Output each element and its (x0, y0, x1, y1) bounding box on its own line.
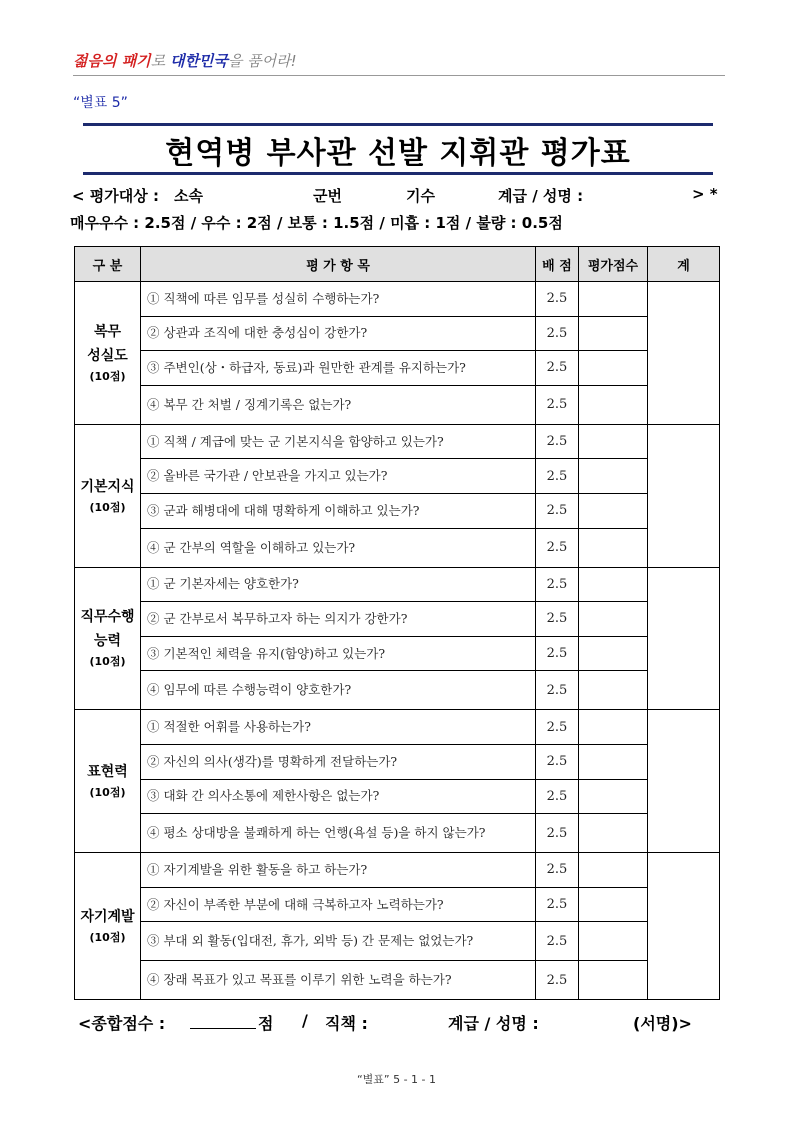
allotted-score: 2.5 (536, 282, 579, 317)
attachment-label: “별표 5” (73, 95, 128, 111)
table-row (75, 459, 720, 494)
score-input-cell[interactable] (579, 351, 648, 386)
header-total: 계 (648, 247, 720, 282)
allotted-score: 2.5 (536, 922, 579, 961)
allotted-score: 2.5 (536, 853, 579, 888)
header-score: 평가점수 (579, 247, 648, 282)
total-score-label: <종합점수 : (78, 1014, 166, 1033)
evaluation-item: ② 상관과 조직에 대한 충성심이 강한가? (141, 316, 536, 351)
header-category: 구 분 (75, 247, 141, 282)
score-input-cell[interactable] (579, 567, 648, 602)
allotted-score: 2.5 (536, 385, 579, 424)
allotted-score: 2.5 (536, 528, 579, 567)
category-name: 기본지식 (80, 478, 135, 495)
score-input-cell[interactable] (579, 922, 648, 961)
evaluation-target-line (72, 185, 722, 207)
evaluation-item: ② 자신이 부족한 부분에 대해 극복하고자 노력하는가? (141, 887, 536, 922)
evaluation-item: ④ 복무 간 처벌 / 징계기록은 없는가? (141, 385, 536, 424)
score-input-cell[interactable] (579, 779, 648, 814)
table-row (75, 385, 720, 424)
total-score-blank[interactable] (190, 1028, 256, 1029)
evaluation-item: ② 자신의 의사(생각)를 명확하게 전달하는가? (141, 744, 536, 779)
class-number-label: 기수 (406, 187, 435, 205)
score-input-cell[interactable] (579, 459, 648, 494)
table-row (75, 636, 720, 671)
score-input-cell[interactable] (579, 744, 648, 779)
signature-label: (서명)> (633, 1014, 692, 1033)
table-row (75, 567, 720, 602)
total-cell[interactable] (648, 853, 720, 1000)
category-cell (75, 567, 141, 710)
header-items: 평 가 항 목 (141, 247, 536, 282)
category-name: 자기계발 (80, 909, 135, 926)
summary-line (78, 1011, 718, 1035)
category-name: 직무수행 (80, 609, 135, 626)
score-input-cell[interactable] (579, 887, 648, 922)
allotted-score: 2.5 (536, 814, 579, 853)
allotted-score: 2.5 (536, 316, 579, 351)
category-points: (10점) (89, 931, 126, 945)
score-input-cell[interactable] (579, 424, 648, 459)
evaluation-item: ① 적절한 어휘를 사용하는가? (141, 710, 536, 745)
table-row (75, 424, 720, 459)
evaluation-item: ③ 부대 외 활동(입대전, 휴가, 외박 등) 간 문제는 없었는가? (141, 922, 536, 961)
evaluation-item: ③ 주변인(상・하급자, 동료)과 원만한 관계를 유지하는가? (141, 351, 536, 386)
total-cell[interactable] (648, 710, 720, 853)
category-points: (10점) (89, 500, 126, 514)
score-input-cell[interactable] (579, 636, 648, 671)
allotted-score: 2.5 (536, 602, 579, 637)
table-row (75, 744, 720, 779)
allotted-score: 2.5 (536, 567, 579, 602)
score-input-cell[interactable] (579, 316, 648, 351)
unit-label: 소속 (174, 187, 203, 205)
category-name-line2: 성실도 (87, 347, 128, 364)
category-cell (75, 710, 141, 853)
slogan-part2: 로 (150, 52, 170, 70)
rating-scale: 매우우수 : 2.5점 / 우수 : 2점 / 보통 : 1.5점 / 미흡 : 1점 / 불량 : 0.5점 (70, 214, 563, 232)
table-row (75, 351, 720, 386)
category-cell (75, 282, 141, 425)
score-input-cell[interactable] (579, 814, 648, 853)
score-input-cell[interactable] (579, 710, 648, 745)
slogan-part3: 대한민국 (169, 52, 228, 70)
table-row (75, 779, 720, 814)
score-input-cell[interactable] (579, 853, 648, 888)
total-cell[interactable] (648, 424, 720, 567)
score-input-cell[interactable] (579, 282, 648, 317)
table-row (75, 887, 720, 922)
header-allotment: 배 점 (536, 247, 579, 282)
service-number-label: 군번 (313, 187, 342, 205)
evaluation-item: ② 군 간부로서 복무하고자 하는 의지가 강한가? (141, 602, 536, 637)
table-row (75, 853, 720, 888)
table-row (75, 282, 720, 317)
header-divider (73, 75, 725, 76)
evaluation-item: ③ 기본적인 체력을 유지(함양)하고 있는가? (141, 636, 536, 671)
points-unit: 점 (258, 1014, 274, 1033)
evaluation-item: ④ 평소 상대방을 불쾌하게 하는 언행(욕설 등)을 하지 않는가? (141, 814, 536, 853)
allotted-score: 2.5 (536, 636, 579, 671)
score-input-cell[interactable] (579, 385, 648, 424)
table-row (75, 961, 720, 1000)
evaluation-item: ③ 군과 해병대에 대해 명확하게 이해하고 있는가? (141, 493, 536, 528)
table-row (75, 814, 720, 853)
position-label: 직책 : (325, 1014, 368, 1033)
evaluation-item: ② 올바른 국가관 / 안보관을 가지고 있는가? (141, 459, 536, 494)
evaluation-item: ④ 장래 목표가 있고 목표를 이루기 위한 노력을 하는가? (141, 961, 536, 1000)
allotted-score: 2.5 (536, 459, 579, 494)
category-cell (75, 853, 141, 1000)
evaluation-item: ① 군 기본자세는 양호한가? (141, 567, 536, 602)
category-points: (10점) (89, 786, 126, 800)
table-row (75, 493, 720, 528)
category-points: (10점) (89, 369, 126, 383)
evaluation-item: ④ 군 간부의 역할을 이해하고 있는가? (141, 528, 536, 567)
header-slogan (73, 50, 297, 71)
category-name: 복무 (93, 323, 122, 340)
table-row (75, 528, 720, 567)
allotted-score: 2.5 (536, 424, 579, 459)
evaluation-item: ① 직책에 따른 임무를 성실히 수행하는가? (141, 282, 536, 317)
evaluation-table (74, 246, 720, 1000)
total-cell[interactable] (648, 282, 720, 425)
total-cell[interactable] (648, 567, 720, 710)
document-title: 현역병 부사관 선발 지휘관 평가표 (165, 136, 631, 171)
rank-name-label: 계급 / 성명 : (498, 187, 584, 205)
allotted-score: 2.5 (536, 744, 579, 779)
category-name-line2: 능력 (93, 633, 122, 650)
evaluation-item: ③ 대화 간 의사소통에 제한사항은 없는가? (141, 779, 536, 814)
summary-rank-name-label: 계급 / 성명 : (448, 1014, 539, 1033)
evaluation-item: ① 직책 / 계급에 맞는 군 기본지식을 함양하고 있는가? (141, 424, 536, 459)
score-input-cell[interactable] (579, 671, 648, 710)
table-row (75, 602, 720, 637)
allotted-score: 2.5 (536, 961, 579, 1000)
allotted-score: 2.5 (536, 493, 579, 528)
category-points: (10점) (89, 655, 126, 669)
evaluation-item: ④ 임무에 따른 수행능력이 양호한가? (141, 671, 536, 710)
slogan-part4: 을 품어라! (227, 52, 297, 70)
score-input-cell[interactable] (579, 961, 648, 1000)
table-row (75, 922, 720, 961)
allotted-score: 2.5 (536, 671, 579, 710)
target-line-end: > * (692, 185, 718, 203)
allotted-score: 2.5 (536, 351, 579, 386)
summary-separator: / (302, 1011, 308, 1030)
title-rule-bottom (83, 172, 713, 175)
evaluation-item: ① 자기계발을 위한 활동을 하고 하는가? (141, 853, 536, 888)
table-row (75, 671, 720, 710)
page-footer: “별표” 5 - 1 - 1 (356, 1073, 437, 1086)
score-input-cell[interactable] (579, 493, 648, 528)
allotted-score: 2.5 (536, 887, 579, 922)
table-header-row (75, 247, 720, 282)
score-input-cell[interactable] (579, 528, 648, 567)
category-name: 표현력 (87, 764, 128, 781)
category-cell (75, 424, 141, 567)
table-row (75, 316, 720, 351)
slogan-part1: 젊음의 패기 (73, 52, 151, 70)
allotted-score: 2.5 (536, 710, 579, 745)
score-input-cell[interactable] (579, 602, 648, 637)
title-rule-top (83, 123, 713, 126)
target-label: < 평가대상 : (72, 187, 159, 205)
table-row (75, 710, 720, 745)
allotted-score: 2.5 (536, 779, 579, 814)
